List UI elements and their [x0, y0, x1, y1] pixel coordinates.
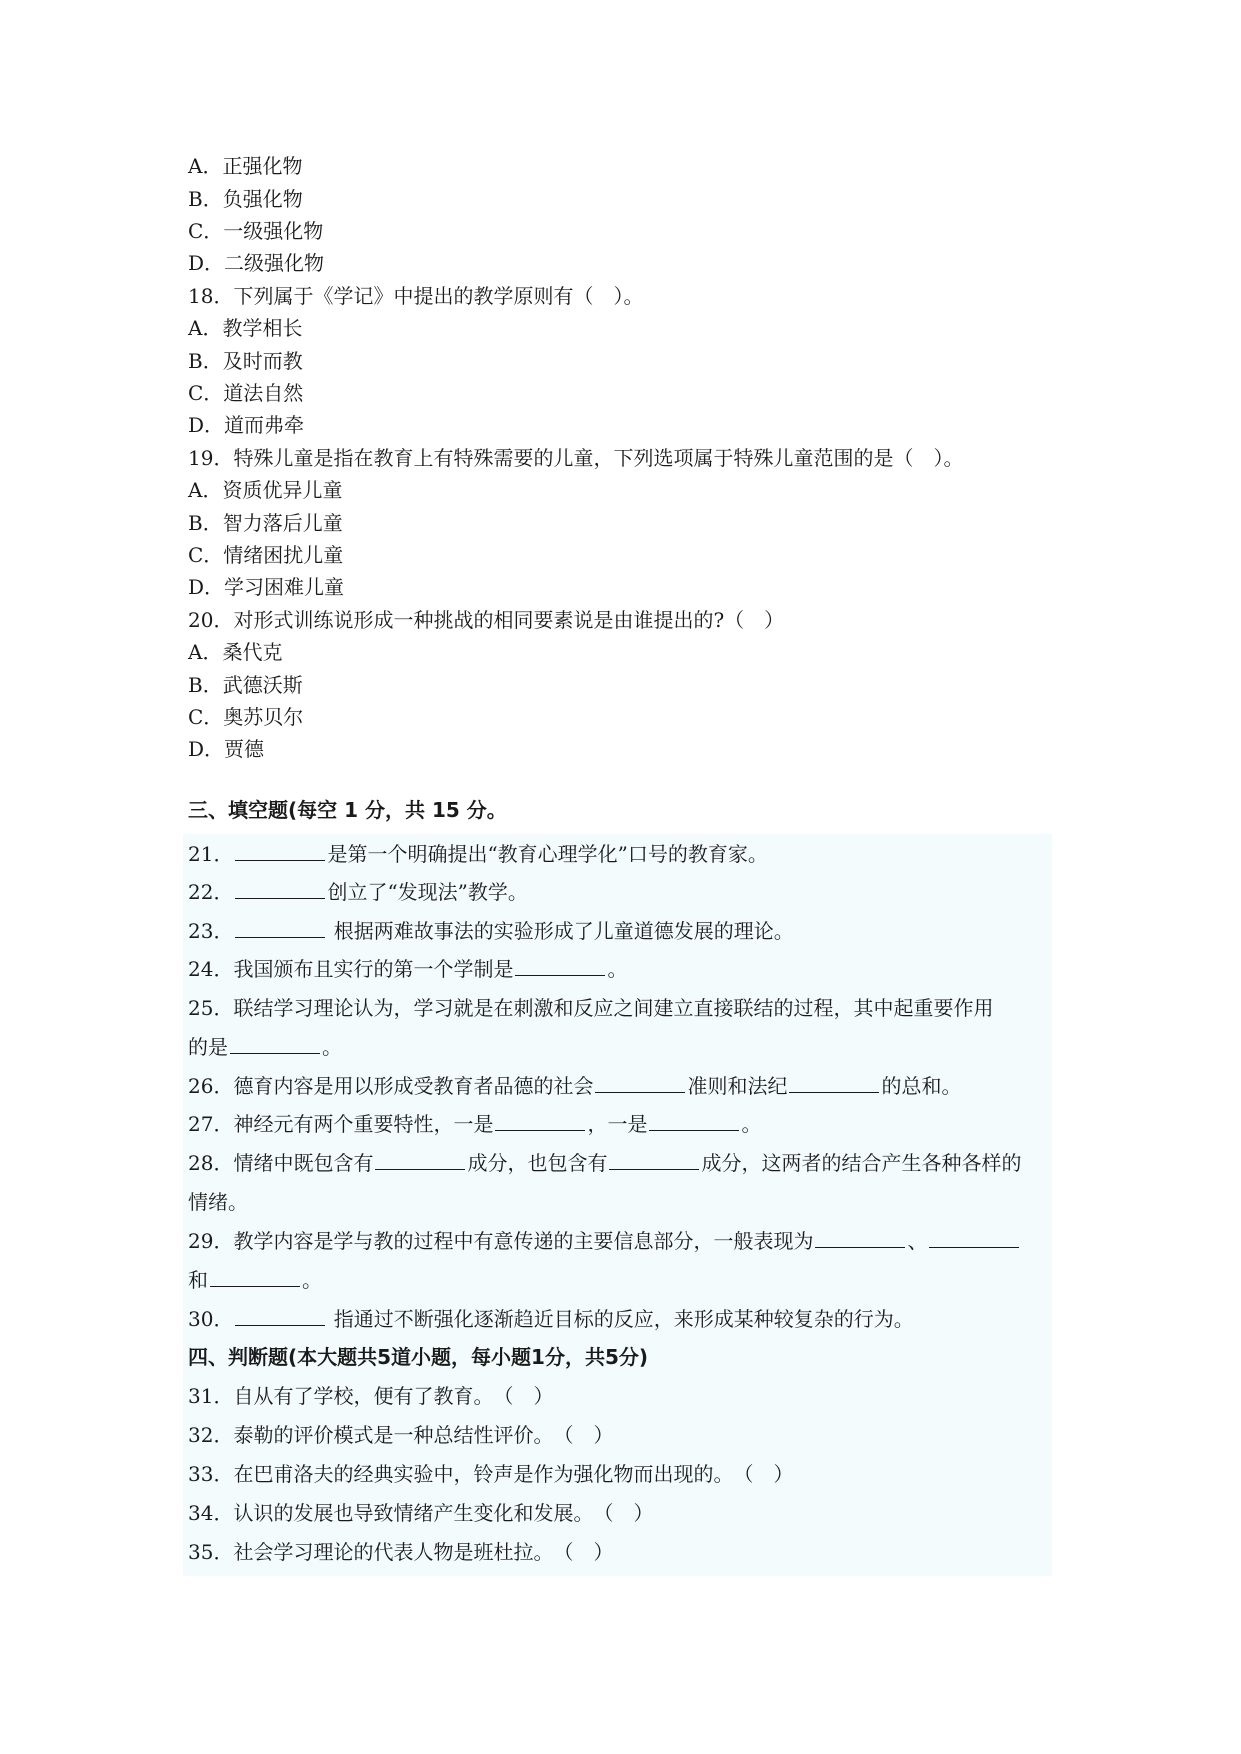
question-28-line2: 情绪。: [188, 1190, 248, 1214]
q22-text: 创立了“发现法”教学。: [327, 880, 528, 904]
q28-text-a: 28．情绪中既包含有: [188, 1151, 374, 1175]
q21-number: 21．: [188, 842, 234, 866]
question-33: 33．在巴甫洛夫的经典实验中，铃声是作为强化物而出现的。 （ ）: [188, 1462, 794, 1486]
q21-text: 是第一个明确提出“教育心理学化”口号的教育家。: [327, 842, 768, 866]
question-25-line2: [188, 1033, 342, 1061]
answer-blank[interactable]: [235, 840, 325, 861]
q26-text-a: 26．德育内容是用以形成受教育者品德的社会: [188, 1074, 594, 1098]
q22-number: 22．: [188, 880, 234, 904]
q18-option-a: A．教学相长: [188, 316, 303, 340]
q28-text-c: 成分，这两者的结合产生各种各样的: [701, 1151, 1022, 1175]
question-27: [188, 1110, 761, 1138]
answer-blank[interactable]: [210, 1266, 300, 1287]
answer-blank[interactable]: [235, 878, 325, 899]
question-29-line2: [188, 1266, 322, 1294]
q20-option-a: A．桑代克: [188, 640, 283, 664]
answer-blank[interactable]: [789, 1072, 879, 1093]
question-24: [188, 955, 627, 983]
q26-text-c: 的总和。: [881, 1074, 962, 1098]
question-21: [188, 840, 768, 868]
option-c: C．一级强化物: [188, 219, 324, 243]
q18-option-b: B．及时而教: [188, 349, 303, 373]
question-31: 31．自从有了学校，便有了教育。 （ ）: [188, 1384, 554, 1408]
answer-blank[interactable]: [235, 917, 325, 938]
q18-option-c: C．道法自然: [188, 381, 304, 405]
option-a: A．正强化物: [188, 154, 303, 178]
question-29: [188, 1227, 1021, 1255]
q23-text: 根据两难故事法的实验形成了儿童道德发展的理论。: [327, 919, 794, 943]
question-26: [188, 1072, 961, 1100]
q19-option-c: C．情绪困扰儿童: [188, 543, 344, 567]
q20-option-b: B．武德沃斯: [188, 673, 303, 697]
question-35: 35．社会学习理论的代表人物是班杜拉。 （ ）: [188, 1540, 614, 1564]
question-23: [188, 917, 794, 945]
q20-option-d: D．贾德: [188, 737, 265, 761]
q27-text-b: ，一是: [587, 1112, 648, 1136]
option-b: B．负强化物: [188, 187, 303, 211]
q27-text-a: 27．神经元有两个重要特性，一是: [188, 1112, 494, 1136]
q29-end: 。: [302, 1268, 322, 1292]
question-25-line1: 25．联结学习理论认为，学习就是在刺激和反应之间建立直接联结的过程，其中起重要作用: [188, 996, 994, 1020]
question-22: [188, 878, 528, 906]
q27-text-c: 。: [741, 1112, 762, 1136]
question-20: 20．对形式训练说形成一种挑战的相同要素说是由谁提出的?（ ）: [188, 608, 785, 632]
answer-blank[interactable]: [375, 1149, 465, 1170]
q24-end: 。: [607, 957, 628, 981]
answer-blank[interactable]: [929, 1227, 1019, 1248]
q30-number: 30．: [188, 1307, 234, 1331]
answer-blank[interactable]: [495, 1110, 585, 1131]
q29-text-a: 29．教学内容是学与教的过程中有意传递的主要信息部分，一般表现为: [188, 1229, 814, 1253]
q28-text-b: 成分，也包含有: [467, 1151, 608, 1175]
answer-blank[interactable]: [649, 1110, 739, 1131]
answer-blank[interactable]: [515, 955, 605, 976]
q24-text: 24．我国颁布且实行的第一个学制是: [188, 957, 514, 981]
answer-blank[interactable]: [595, 1072, 685, 1093]
q19-option-b: B．智力落后儿童: [188, 511, 343, 535]
question-32: 32．泰勒的评价模式是一种总结性评价。 （ ）: [188, 1423, 614, 1447]
question-30: [188, 1305, 914, 1333]
q23-number: 23．: [188, 919, 234, 943]
answer-blank[interactable]: [235, 1305, 325, 1326]
option-d: D．二级强化物: [188, 251, 325, 275]
answer-blank[interactable]: [815, 1227, 905, 1248]
q18-option-d: D．道而弗牵: [188, 413, 305, 437]
question-18: 18．下列属于《学记》中提出的教学原则有（ ）。: [188, 284, 644, 308]
answer-blank[interactable]: [609, 1149, 699, 1170]
q19-option-a: A．资质优异儿童: [188, 478, 343, 502]
q26-text-b: 准则和法纪: [687, 1074, 788, 1098]
q20-option-c: C．奥苏贝尔: [188, 705, 304, 729]
section-4-title: 四、判断题(本大题共5道小题，每小题1分，共5分): [188, 1345, 649, 1369]
question-34: 34．认识的发展也导致情绪产生变化和发展。 （ ）: [188, 1501, 654, 1525]
q30-text: 指通过不断强化逐渐趋近目标的反应，来形成某种较复杂的行为。: [327, 1307, 914, 1331]
q29-text-b: 、: [907, 1229, 928, 1253]
question-28: [188, 1149, 1021, 1177]
answer-blank[interactable]: [230, 1033, 320, 1054]
question-19: 19．特殊儿童是指在教育上有特殊需要的儿童，下列选项属于特殊儿童范围的是（ ）。: [188, 446, 964, 470]
q25-text: 的是: [188, 1035, 228, 1059]
q19-option-d: D．学习困难儿童: [188, 575, 345, 599]
q25-end: 。: [322, 1035, 342, 1059]
q29-text-c: 和: [188, 1268, 208, 1292]
section-3-title: 三、填空题(每空 1 分，共 15 分。: [188, 798, 507, 822]
